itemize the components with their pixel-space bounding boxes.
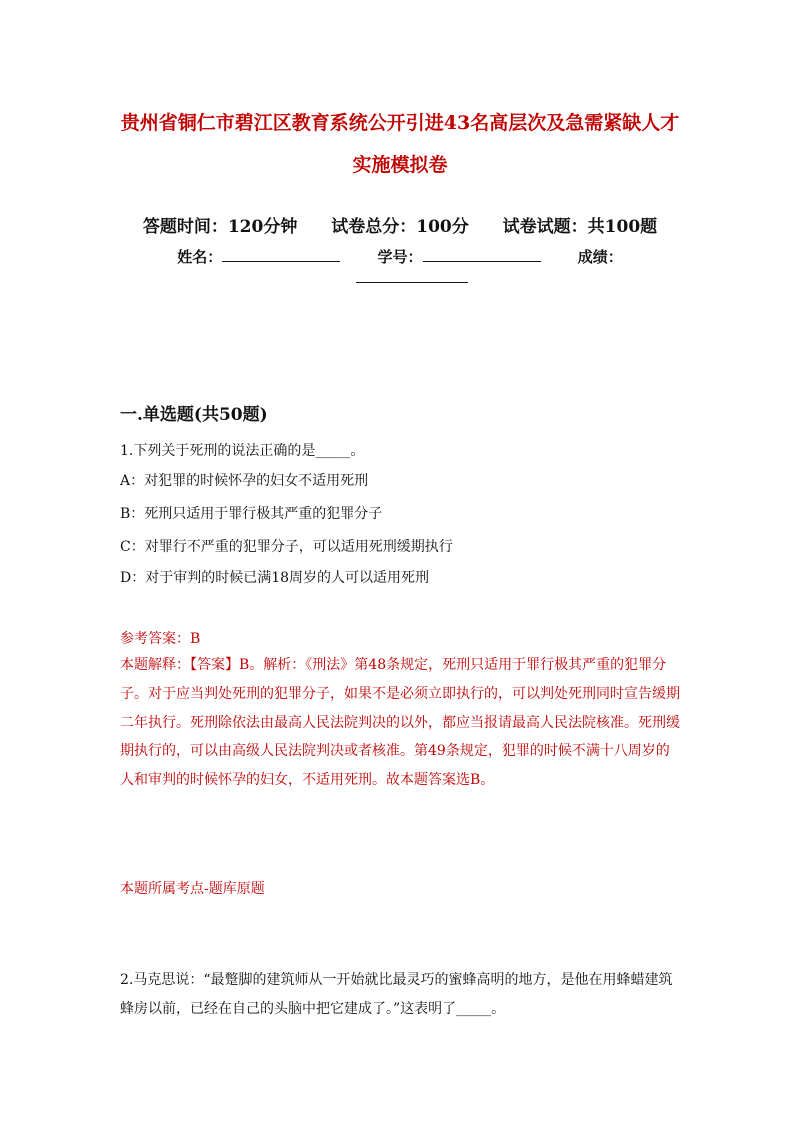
name-blank[interactable] (222, 249, 340, 262)
id-blank[interactable] (423, 249, 541, 262)
question-2-stem: 2.马克思说：“最蹩脚的建筑师从一开始就比最灵巧的蜜蜂高明的地方，是他在用蜂蜡建筑蜂房以前，已经在自己的头脑中把它建成了。”这表明了_____。 (120, 972, 673, 1017)
exam-time: 答题时间：120分钟 (142, 217, 298, 237)
exam-total-score: 试卷总分：100分 (331, 217, 469, 237)
exam-meta (0, 212, 800, 237)
score-label: 成绩： (577, 248, 623, 266)
exam-total-questions: 试卷试题：共100题 (502, 217, 658, 237)
score-field[interactable] (578, 246, 623, 267)
question-1-option-d[interactable]: D：对于审判的时候已满18周岁的人可以适用死刑 (120, 570, 430, 586)
question-1-explanation: 本题解释：【答案】B。解析：《刑法》第48条规定，死刑只适用于罪行极其严重的犯罪分子。对于应当判处死刑的犯罪分子，如果不是必须立即执行的，可以判处死刑同时宣告缓期二年执行。死刑除依法由最高人民法院判决的以外，都应当报请最高人民法院核准。死刑缓期执行的，可以由高级人民法院判决或者核准。第49条规定，犯罪的时候不满十八周岁的人和审判的时候怀孕的妇女，不适用死刑。故本题答案选B。 (120, 657, 680, 789)
document-title-line-2: 实施模拟卷 (352, 154, 448, 176)
question-1-answer: 参考答案：B (120, 631, 201, 647)
question-1-stem: 1.下列关于死刑的说法正确的是_____。 (120, 443, 365, 459)
score-blank[interactable] (356, 282, 468, 283)
question-1-option-c[interactable]: C：对罪行不严重的犯罪分子，可以适用死刑缓期执行 (120, 539, 453, 555)
student-fields (0, 246, 800, 267)
section-title: 一.单选题(共50题) (120, 405, 268, 425)
name-label: 姓名： (177, 248, 223, 266)
id-label: 学号： (377, 248, 423, 266)
document-title: 贵州省铜仁市碧江区教育系统公开引进43名高层次及急需紧缺人才 (120, 112, 680, 134)
question-1-option-b[interactable]: B：死刑只适用于罪行极其严重的犯罪分子 (120, 506, 383, 522)
question-1-option-a[interactable]: A：对犯罪的时候怀孕的妇女不适用死刑 (120, 473, 369, 489)
question-1-topic: 本题所属考点-题库原题 (120, 881, 265, 897)
id-field[interactable] (377, 246, 540, 267)
name-field[interactable] (177, 246, 340, 267)
